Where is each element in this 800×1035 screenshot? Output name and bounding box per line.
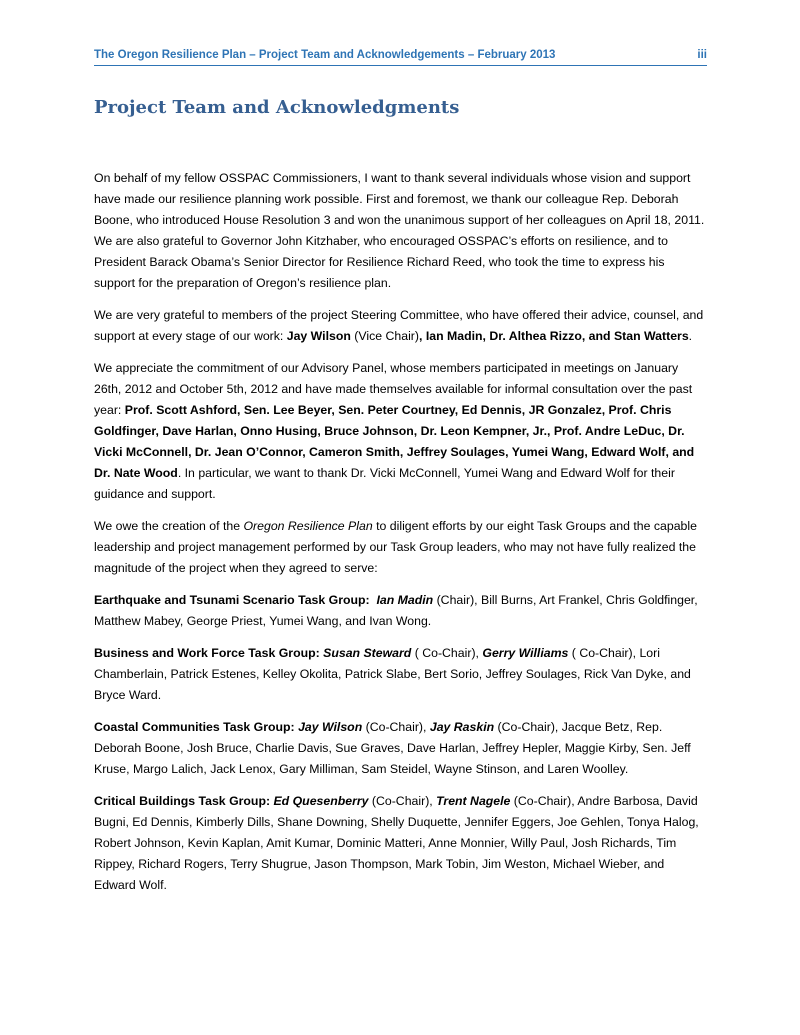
advisory-panel-members: Prof. Scott Ashford, Sen. Lee Beyer, Sen. Peter Courtney, Ed Dennis, JR Gonzalez, Prof. Chris Goldfinger, Dave Harlan, Onno Husing, Bruce Johnson, Dr. Leon Kempner, Jr., Prof. Andre LeDuc, Dr. Vicki McConnell, Dr. Jean O’Connor, Cameron Smith, Jeffrey Soulages, Yumei Wang, Edward Wolf, and Dr. Nate Wood (94, 403, 695, 480)
paragraph-end: . (688, 329, 693, 343)
task-group-name: Coastal Communities Task Group: (94, 720, 295, 734)
header-title: The Oregon Resilience Plan – Project Team and Acknowledgements – February 2013 (94, 49, 556, 61)
task-group-co-chair-1: Susan Steward (323, 646, 412, 660)
task-group-co-chair-1: Jay Wilson (298, 720, 363, 734)
task-group-co-chair-1-role: (Co-Chair), (368, 794, 437, 808)
page-number: iii (697, 49, 707, 61)
steering-members: , Ian Madin, Dr. Althea Rizzo, and Stan Watters (419, 329, 689, 343)
task-group-name: Critical Buildings Task Group: (94, 794, 271, 808)
paragraph-commissioners (94, 168, 706, 294)
task-group-co-chair-2: Jay Raskin (429, 720, 495, 734)
plan-name: Oregon Resilience Plan (243, 519, 373, 533)
task-group-members: Bill Burns, Art Frankel, Chris Goldfinger, Matthew Mabey, George Priest, Yumei Wang, and Ivan Wong. (94, 593, 698, 628)
task-group-members: Jacque Betz, Rep. Deborah Boone, Josh Bruce, Charlie Davis, Sue Graves, Dave Harlan, Jeffrey Hepler, Maggie Kirby, Sen. Jeff Kruse, Margo Lalich, Jack Lenox, Gary Milliman, Sam Steidel, Wayne Stinson, and Laren Woolley. (94, 720, 691, 776)
task-group-members: Lori Chamberlain, Patrick Estenes, Kelley Okolita, Patrick Slabe, Bert Sorio, Jeffrey Soulages, Rick Van Dyke, and Bryce Ward. (94, 646, 691, 702)
paragraph-intro: We appreciate the commitment of our Advisory Panel, whose members participated in meetings on January 26th, 2012 and October 5th, 2012 and have made themselves available for informal consultation over the past year: (94, 361, 693, 417)
paragraph-intro: We are very grateful to members of the project Steering Committee, who have offered their advice, counsel, and support at every stage of our work: (94, 308, 704, 343)
task-group-co-chair-2-role: (Co-Chair), (510, 794, 578, 808)
paragraph-end: . In particular, we want to thank Dr. Vicki McConnell, Yumei Wang and Edward Wolf for their guidance and support. (94, 466, 675, 501)
task-group-coastal (94, 717, 706, 780)
paragraph-rest: to diligent efforts by our eight Task Groups and the capable leadership and project management performed by our Task Group leaders, who may not have fully realized the magnitude of the project when they agreed to serve: (94, 519, 697, 575)
page-title: Project Team and Acknowledgments (94, 97, 460, 118)
paragraph-advisory-panel (94, 358, 706, 505)
task-group-co-chair-1-role: ( Co-Chair), (411, 646, 483, 660)
task-group-co-chair-2-role: (Co-Chair), (494, 720, 562, 734)
task-group-name: Business and Work Force Task Group: (94, 646, 320, 660)
task-group-members: Andre Barbosa, David Bugni, Ed Dennis, Kimberly Dills, Shane Downing, Shelly Duquette, Jennifer Eggers, Joe Gehlen, Tonya Halog, Robert Johnson, Kevin Kaplan, Amit Kumar, Dominic Matteri, Anne Monnier, Willy Paul, Josh Richards, Tim Rippey, Richard Rogers, Terry Shugrue, Jason Thompson, Mark Tobin, Jim Weston, Michael Wieber, and Edward Wolf. (94, 794, 699, 892)
running-header (94, 49, 707, 66)
task-group-co-chair-1-role: (Co-Chair), (362, 720, 430, 734)
document-body (94, 168, 706, 907)
task-group-business (94, 643, 706, 706)
paragraph-intro: We owe the creation of the (94, 519, 244, 533)
paragraph-text: On behalf of my fellow OSSPAC Commissioners, I want to thank several individuals whose vision and support have made our resilience planning work possible. First and foremost, we thank our colleague Rep. Deborah Boone, who introduced House Resolution 3 and won the unanimous support of her colleagues on April 18, 2011. We are also grateful to Governor John Kitzhaber, who encouraged OSSPAC’s efforts on resilience, and to President Barack Obama’s Senior Director for Resilience Richard Reed, who took the time to express his support for the preparation of Oregon’s resilience plan. (94, 171, 705, 290)
task-group-co-chair-2: Gerry Williams (482, 646, 569, 660)
task-group-earthquake (94, 590, 706, 632)
paragraph-steering-committee (94, 305, 706, 347)
steering-vice-chair: Jay Wilson (286, 329, 351, 343)
paragraph-task-groups-intro (94, 516, 706, 579)
task-group-chair: Ian Madin (376, 593, 434, 607)
task-group-co-chair-2: Trent Nagele (436, 794, 511, 808)
task-group-chair-role: (Chair), (433, 593, 481, 607)
task-group-co-chair-2-role: ( Co-Chair), (568, 646, 640, 660)
task-group-name: Earthquake and Tsunami Scenario Task Group: (94, 593, 370, 607)
task-group-co-chair-1: Ed Quesenberry (273, 794, 369, 808)
steering-vice-chair-role: (Vice Chair) (350, 329, 419, 343)
task-group-critical-buildings (94, 791, 706, 896)
